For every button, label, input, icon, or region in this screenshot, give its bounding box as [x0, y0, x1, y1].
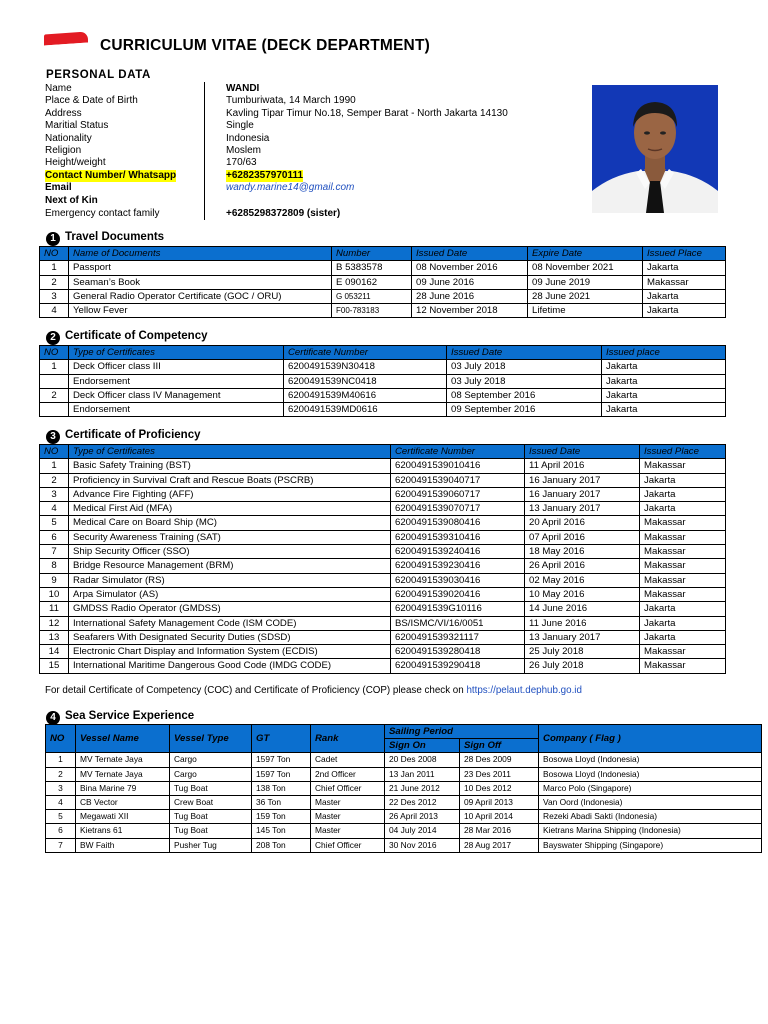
table-row	[40, 616, 726, 630]
table-cell	[40, 403, 69, 417]
col-header: Number	[332, 247, 412, 261]
table-cell: Jakarta	[602, 360, 726, 374]
table-cell: 28 June 2016	[412, 289, 528, 303]
table-row	[40, 487, 726, 501]
personal-value: WANDI	[226, 83, 260, 94]
table-cell: 145 Ton	[252, 824, 311, 838]
table-cell: Jakarta	[640, 630, 726, 644]
table-cell: Bosowa Lloyd (Indonesia)	[539, 767, 762, 781]
section-number-badge: 3	[46, 430, 60, 444]
col-header-sign-off: Sign Off	[460, 739, 539, 753]
table-cell: 08 September 2016	[447, 388, 602, 402]
table-cell: 2nd Officer	[311, 767, 385, 781]
table-cell: 11 June 2016	[525, 616, 640, 630]
table-cell: CB Vector	[76, 796, 170, 810]
col-header-sailing-period: Sailing Period	[385, 725, 539, 739]
table-cell: 7	[40, 545, 69, 559]
table-cell: 26 April 2013	[385, 810, 460, 824]
table-cell: Chief Officer	[311, 838, 385, 852]
table-row	[40, 559, 726, 573]
table-cell: Rezeki Abadi Sakti (Indonesia)	[539, 810, 762, 824]
table-cell: Endorsement	[69, 403, 284, 417]
section-number-badge: 4	[46, 711, 60, 725]
table-cell: General Radio Operator Certificate (GOC / ORU)	[69, 289, 332, 303]
table-cell: Lifetime	[528, 304, 643, 318]
table-cell: Makassar	[640, 659, 726, 673]
table-cell: Makassar	[643, 275, 726, 289]
table-cell: Deck Officer class IV Management	[69, 388, 284, 402]
table-cell: 5	[40, 516, 69, 530]
table-cell: 159 Ton	[252, 810, 311, 824]
table-row	[40, 587, 726, 601]
table-cell: Master	[311, 810, 385, 824]
table-cell: 2	[40, 388, 69, 402]
table-cell: 6200491539070717	[391, 502, 525, 516]
table-cell: 1	[40, 261, 69, 275]
table-cell: 208 Ton	[252, 838, 311, 852]
table-cell: BW Faith	[76, 838, 170, 852]
section-title: Certificate of Proficiency	[65, 429, 201, 441]
personal-value: Single	[226, 120, 254, 132]
personal-label: Address	[45, 107, 82, 119]
table-cell: 6	[40, 530, 69, 544]
col-header-rank: Rank	[311, 725, 385, 753]
table-cell: 12 November 2018	[412, 304, 528, 318]
table-cell: Bosowa Lloyd (Indonesia)	[539, 753, 762, 767]
table-cell: Makassar	[640, 545, 726, 559]
table-row	[40, 573, 726, 587]
note-text: For detail Certificate of Competency (COC) and Certificate of Proficiency (COP) please check on	[45, 685, 467, 696]
table-cell: 13 January 2017	[525, 502, 640, 516]
personal-value: Moslem	[226, 145, 262, 156]
personal-value: Tumburiwata, 14 March 1990	[226, 95, 356, 107]
table-cell: Advance Fire Fighting (AFF)	[69, 487, 391, 501]
table-cell: 6200491539040717	[391, 473, 525, 487]
table-cell: 1597 Ton	[252, 753, 311, 767]
table-cell: 1	[40, 459, 69, 473]
personal-value: +6285298372809 (sister)	[226, 208, 341, 219]
personal-label: Email	[45, 182, 72, 194]
table-cell: 1	[46, 753, 76, 767]
table-cell: 5	[46, 810, 76, 824]
email-link[interactable]: wandy.marine14@gmail.com	[226, 182, 355, 194]
table-cell: 9	[40, 573, 69, 587]
personal-value: +6282357970111	[226, 169, 304, 181]
sea-service-heading	[46, 710, 194, 725]
personal-label: Place & Date of Birth	[45, 95, 138, 107]
table-cell: Van Oord (Indonesia)	[539, 796, 762, 810]
table-cell: 10	[40, 587, 69, 601]
section-title: Sea Service Experience	[65, 710, 195, 722]
col-header: Issued place	[602, 346, 726, 360]
table-cell: 21 June 2012	[385, 781, 460, 795]
table-cell: 6200491539010416	[391, 459, 525, 473]
table-cell: G 053211	[332, 289, 412, 303]
table-cell: International Safety Management Code (ISM CODE)	[69, 616, 391, 630]
table-cell: B 5383578	[332, 261, 412, 275]
col-header: Type of Certificates	[69, 346, 284, 360]
table-cell: 3	[40, 289, 69, 303]
profile-photo	[592, 85, 718, 213]
table-cell: 04 July 2014	[385, 824, 460, 838]
table-cell: 25 July 2018	[525, 645, 640, 659]
table-cell: 6200491539321117	[391, 630, 525, 644]
table-cell: 11 April 2016	[525, 459, 640, 473]
table-cell: 6200491539240416	[391, 545, 525, 559]
table-cell: Megawati XII	[76, 810, 170, 824]
personal-label: Contact Number/ Whatsapp	[45, 169, 177, 181]
table-cell: Crew Boat	[170, 796, 252, 810]
col-header-sign-on: Sign On	[385, 739, 460, 753]
table-cell: 4	[40, 304, 69, 318]
personal-data-heading: PERSONAL DATA	[46, 69, 151, 81]
col-header-vessel-type: Vessel Type	[170, 725, 252, 753]
table-row	[40, 289, 726, 303]
table-row	[40, 374, 726, 388]
table-cell: International Maritime Dangerous Good Code (IMDG CODE)	[69, 659, 391, 673]
col-header: Issued Place	[643, 247, 726, 261]
table-cell: Cargo	[170, 753, 252, 767]
table-cell: Medical First Aid (MFA)	[69, 502, 391, 516]
section-title: Certificate of Competency	[65, 330, 208, 342]
table-cell: Ship Security Officer (SSO)	[69, 545, 391, 559]
table-row	[46, 838, 762, 852]
proficiency-heading	[46, 429, 200, 444]
table-cell: GMDSS Radio Operator (GMDSS)	[69, 602, 391, 616]
table-cell: 02 May 2016	[525, 573, 640, 587]
table-cell: 09 September 2016	[447, 403, 602, 417]
table-cell: Makassar	[640, 530, 726, 544]
table-row	[40, 261, 726, 275]
table-cell: 07 April 2016	[525, 530, 640, 544]
table-cell: Seaman’s Book	[69, 275, 332, 289]
table-cell: Jakarta	[640, 502, 726, 516]
col-header: Certificate Number	[391, 445, 525, 459]
table-row	[40, 473, 726, 487]
competency-table	[39, 345, 726, 417]
table-cell: 13 January 2017	[525, 630, 640, 644]
col-header: Name of Documents	[69, 247, 332, 261]
personal-label: Name	[45, 83, 72, 94]
table-cell: 6200491539310416	[391, 530, 525, 544]
col-header: Issued Date	[525, 445, 640, 459]
table-cell: 10 May 2016	[525, 587, 640, 601]
table-cell: F00-783183	[332, 304, 412, 318]
table-cell: 36 Ton	[252, 796, 311, 810]
table-cell: Chief Officer	[311, 781, 385, 795]
table-row	[40, 545, 726, 559]
table-cell: Bridge Resource Management (BRM)	[69, 559, 391, 573]
certificate-check-note	[45, 685, 582, 696]
table-cell: 13	[40, 630, 69, 644]
section-number-badge: 2	[46, 331, 60, 345]
table-cell: 08 November 2021	[528, 261, 643, 275]
personal-label: Nationality	[45, 132, 92, 144]
table-cell: 09 June 2016	[412, 275, 528, 289]
table-cell: 6200491539080416	[391, 516, 525, 530]
table-cell: 4	[40, 502, 69, 516]
table-row	[40, 403, 726, 417]
table-cell: 26 April 2016	[525, 559, 640, 573]
table-cell: 14 June 2016	[525, 602, 640, 616]
table-cell: 6200491539G10116	[391, 602, 525, 616]
personal-value: Indonesia	[226, 132, 270, 144]
table-cell: 6200491539030416	[391, 573, 525, 587]
pelaut-link[interactable]: https://pelaut.dephub.go.id	[466, 685, 582, 696]
table-cell: Makassar	[640, 459, 726, 473]
table-cell: 2	[40, 275, 69, 289]
table-cell: 2	[46, 767, 76, 781]
table-cell: 6200491539290418	[391, 659, 525, 673]
table-cell: Jakarta	[643, 304, 726, 318]
table-row	[40, 502, 726, 516]
table-cell: 8	[40, 559, 69, 573]
table-row	[46, 796, 762, 810]
table-cell: Deck Officer class III	[69, 360, 284, 374]
table-cell: 16 January 2017	[525, 487, 640, 501]
table-row	[40, 630, 726, 644]
table-cell: 16 January 2017	[525, 473, 640, 487]
table-cell: Bina Marine 79	[76, 781, 170, 795]
table-cell: 1597 Ton	[252, 767, 311, 781]
table-cell: 6200491539M40616	[284, 388, 447, 402]
col-header: NO	[40, 247, 69, 261]
col-header: NO	[40, 346, 69, 360]
table-row	[40, 360, 726, 374]
table-cell: 10 April 2014	[460, 810, 539, 824]
col-header-vessel-name: Vessel Name	[76, 725, 170, 753]
table-cell: 20 Des 2008	[385, 753, 460, 767]
table-cell: 3	[46, 781, 76, 795]
table-cell: Makassar	[640, 573, 726, 587]
table-cell: 138 Ton	[252, 781, 311, 795]
table-cell: 28 Mar 2016	[460, 824, 539, 838]
table-cell: 22 Des 2012	[385, 796, 460, 810]
table-cell: Jakarta	[640, 602, 726, 616]
table-cell: 28 Des 2009	[460, 753, 539, 767]
table-row	[40, 659, 726, 673]
table-cell: Jakarta	[640, 616, 726, 630]
table-cell: 2	[40, 473, 69, 487]
table-cell: Yellow Fever	[69, 304, 332, 318]
table-cell: Cadet	[311, 753, 385, 767]
table-cell: 6200491539N30418	[284, 360, 447, 374]
table-cell: Jakarta	[602, 403, 726, 417]
col-header-gt: GT	[252, 725, 311, 753]
table-row	[46, 753, 762, 767]
table-row	[40, 516, 726, 530]
table-cell: Kietrans Marina Shipping (Indonesia)	[539, 824, 762, 838]
table-cell: 28 Aug 2017	[460, 838, 539, 852]
col-header: Issued Place	[640, 445, 726, 459]
table-cell: Kietrans 61	[76, 824, 170, 838]
table-cell: Arpa Simulator (AS)	[69, 587, 391, 601]
table-cell: 03 July 2018	[447, 360, 602, 374]
table-cell: 6	[46, 824, 76, 838]
personal-label: Maritial Status	[45, 120, 109, 132]
table-cell: Makassar	[640, 559, 726, 573]
personal-value: Kavling Tipar Timur No.18, Semper Barat - North Jakarta 14130	[226, 107, 508, 119]
col-header-no: NO	[46, 725, 76, 753]
col-header-company: Company ( Flag )	[539, 725, 762, 753]
table-cell: BS/ISMC/VI/16/0051	[391, 616, 525, 630]
personal-label: Next of Kin	[45, 194, 98, 206]
table-cell: 30 Nov 2016	[385, 838, 460, 852]
table-cell: Master	[311, 796, 385, 810]
personal-value: 170/63	[226, 157, 257, 169]
table-cell: Tug Boat	[170, 810, 252, 824]
col-header: Issued Date	[447, 346, 602, 360]
table-cell: Makassar	[640, 587, 726, 601]
table-cell: 10 Des 2012	[460, 781, 539, 795]
table-cell: Master	[311, 824, 385, 838]
personal-label: Emergency contact family	[45, 208, 160, 219]
table-cell: 1	[40, 360, 69, 374]
table-cell: 20 April 2016	[525, 516, 640, 530]
table-cell: 4	[46, 796, 76, 810]
personal-divider	[204, 82, 205, 220]
table-cell: Basic Safety Training (BST)	[69, 459, 391, 473]
indonesia-flag-icon	[44, 33, 88, 55]
table-cell: E 090162	[332, 275, 412, 289]
table-cell: 6200491539NC0418	[284, 374, 447, 388]
table-cell: 6200491539230416	[391, 559, 525, 573]
section-title: Travel Documents	[65, 231, 165, 243]
table-cell: 15	[40, 659, 69, 673]
table-row	[40, 602, 726, 616]
col-header: NO	[40, 445, 69, 459]
table-row	[40, 275, 726, 289]
competency-heading	[46, 330, 208, 345]
table-cell: Medical Care on Board Ship (MC)	[69, 516, 391, 530]
table-cell: Cargo	[170, 767, 252, 781]
table-cell: Jakarta	[640, 487, 726, 501]
table-row	[46, 767, 762, 781]
table-row	[40, 304, 726, 318]
proficiency-table	[39, 444, 726, 674]
table-cell: MV Ternate Jaya	[76, 753, 170, 767]
travel-documents-heading	[46, 231, 164, 246]
table-cell: 6200491539280418	[391, 645, 525, 659]
table-row	[46, 781, 762, 795]
table-row	[40, 388, 726, 402]
table-cell: 09 April 2013	[460, 796, 539, 810]
table-cell: Jakarta	[643, 289, 726, 303]
table-cell: Makassar	[640, 645, 726, 659]
table-row	[46, 824, 762, 838]
table-cell: Radar Simulator (RS)	[69, 573, 391, 587]
table-cell: 6200491539MD0616	[284, 403, 447, 417]
table-cell: Jakarta	[643, 261, 726, 275]
table-row	[40, 459, 726, 473]
table-cell: 26 July 2018	[525, 659, 640, 673]
table-cell: 14	[40, 645, 69, 659]
table-cell: Seafarers With Designated Security Duties (SDSD)	[69, 630, 391, 644]
table-cell: 13 Jan 2011	[385, 767, 460, 781]
table-cell: Bayswater Shipping (Singapore)	[539, 838, 762, 852]
col-header: Certificate Number	[284, 346, 447, 360]
table-cell: Electronic Chart Display and Information System (ECDIS)	[69, 645, 391, 659]
travel-documents-table	[39, 246, 726, 318]
table-cell: 6200491539020416	[391, 587, 525, 601]
table-cell: Security Awareness Training (SAT)	[69, 530, 391, 544]
sea-service-table	[45, 724, 762, 853]
table-cell: Tug Boat	[170, 824, 252, 838]
table-cell: 23 Des 2011	[460, 767, 539, 781]
table-row	[46, 810, 762, 824]
table-cell: 3	[40, 487, 69, 501]
table-cell: Proficiency in Survival Craft and Rescue Boats (PSCRB)	[69, 473, 391, 487]
table-cell: MV Ternate Jaya	[76, 767, 170, 781]
table-row	[40, 530, 726, 544]
table-cell: 12	[40, 616, 69, 630]
table-cell: Jakarta	[602, 374, 726, 388]
table-cell: Jakarta	[640, 473, 726, 487]
table-cell: 18 May 2016	[525, 545, 640, 559]
page-title: CURRICULUM VITAE (DECK DEPARTMENT)	[100, 37, 430, 54]
table-row	[40, 645, 726, 659]
table-cell: Passport	[69, 261, 332, 275]
col-header: Type of Certificates	[69, 445, 391, 459]
col-header: Expire Date	[528, 247, 643, 261]
table-cell: 08 November 2016	[412, 261, 528, 275]
section-number-badge: 1	[46, 232, 60, 246]
table-cell: Pusher Tug	[170, 838, 252, 852]
table-cell: 6200491539060717	[391, 487, 525, 501]
col-header: Issued Date	[412, 247, 528, 261]
table-cell: 03 July 2018	[447, 374, 602, 388]
personal-label: Height/weight	[45, 157, 106, 169]
table-cell: 7	[46, 838, 76, 852]
personal-label: Religion	[45, 145, 82, 156]
table-cell: Marco Polo (Singapore)	[539, 781, 762, 795]
table-cell: 09 June 2019	[528, 275, 643, 289]
table-cell: Tug Boat	[170, 781, 252, 795]
table-cell: 28 June 2021	[528, 289, 643, 303]
table-cell: Makassar	[640, 516, 726, 530]
table-cell: 11	[40, 602, 69, 616]
table-cell	[40, 374, 69, 388]
table-cell: Endorsement	[69, 374, 284, 388]
table-cell: Jakarta	[602, 388, 726, 402]
